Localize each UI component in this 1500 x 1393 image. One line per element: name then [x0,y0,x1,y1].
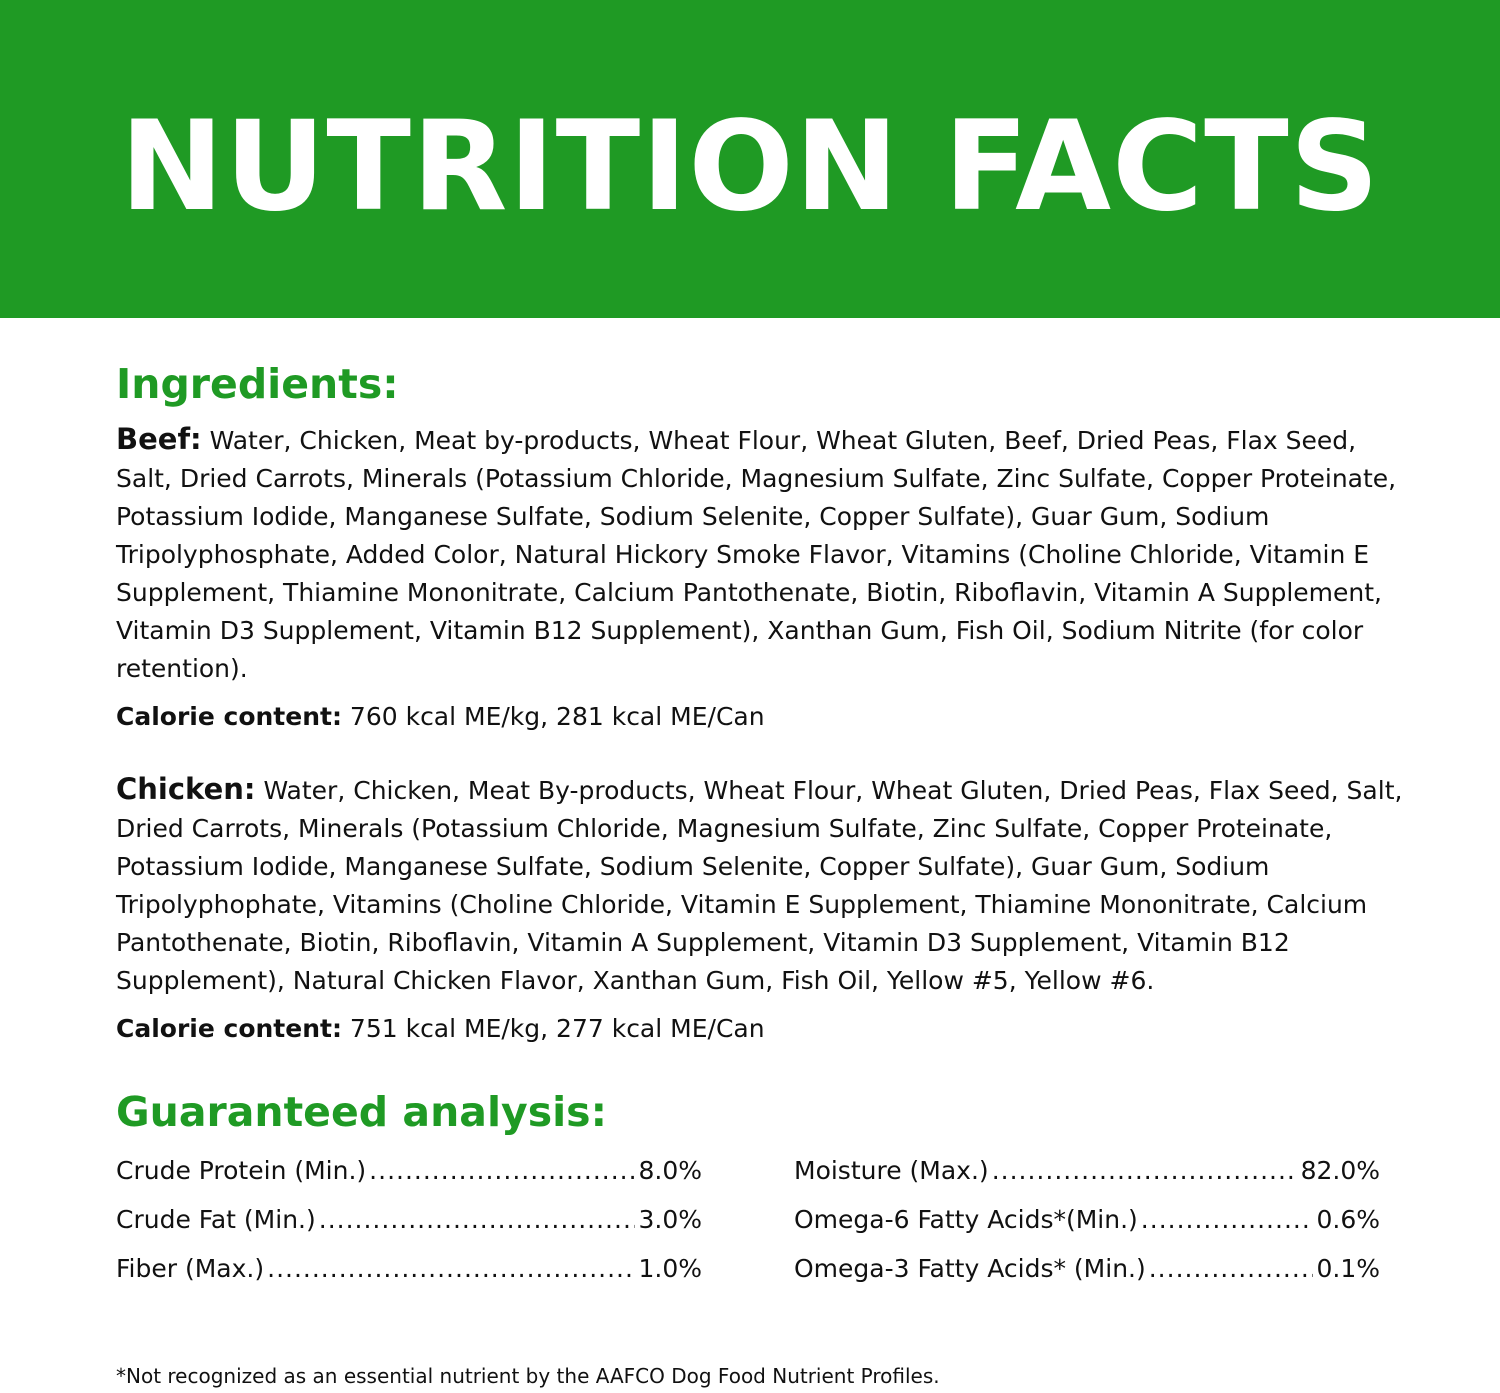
analysis-label: Moisture (Max.) [794,1156,989,1185]
analysis-row-omega-6 [794,1195,1380,1244]
chicken-calorie-content [116,1010,1406,1048]
analysis-value: 8.0% [638,1156,702,1185]
chicken-ingredients [116,770,1406,1000]
chicken-label: Chicken: [116,772,256,806]
header-banner [0,0,1500,318]
leader-dots [267,1244,635,1293]
analysis-row-fiber [116,1244,702,1293]
ingredients-heading: Ingredients: [116,360,399,408]
beef-ingredients [116,420,1406,688]
analysis-row-crude-fat [116,1195,702,1244]
analysis-column-right [794,1146,1380,1293]
analysis-value: 1.0% [638,1254,702,1283]
chicken-calorie-value: 751 kcal ME/kg, 277 kcal ME/Can [349,1014,765,1043]
leader-dots [1149,1244,1314,1293]
beef-calorie-label: Calorie content: [116,702,342,731]
analysis-label: Omega-6 Fatty Acids*(Min.) [794,1205,1138,1234]
beef-calorie-value: 760 kcal ME/kg, 281 kcal ME/Can [349,702,765,731]
analysis-column-left [116,1146,702,1293]
chicken-ingredient-list: Water, Chicken, Meat By-products, Wheat Flour, Wheat Gluten, Dried Peas, Flax Seed, Salt, Dried Carrots, Minerals (Potassium Chloride, Magnesium Sulfate, Zinc Sulfate, Copper Proteinate, Potassium Iodide, Manganese Sulfate, Sodium Selenite, Copper Sulfate), Guar Gum, Sodium Tripolyphophate, Vitamins (Choline Chloride, Vitamin E Supplement, Thiamine Mononitrate, Calcium Pantothenate, Biotin, Riboflavin, Vitamin A Supplement, Vitamin D3 Supplement, Vitamin B12 Supplement), Natural Chicken Flavor, Xanthan Gum, Fish Oil, Yellow #5, Yellow #6. [116,776,1403,995]
guaranteed-analysis-heading: Guaranteed analysis: [116,1088,607,1136]
analysis-label: Crude Fat (Min.) [116,1205,316,1234]
beef-ingredient-list: Water, Chicken, Meat by-products, Wheat Flour, Wheat Gluten, Beef, Dried Peas, Flax Seed, Salt, Dried Carrots, Minerals (Potassium Chloride, Magnesium Sulfate, Zinc Sulfate, Copper Proteinate, Potassium Iodide, Manganese Sulfate, Sodium Selenite, Copper Sulfate), Guar Gum, Sodium Tripolyphosphate, Added Color, Natural Hickory Smoke Flavor, Vitamins (Choline Chloride, Vitamin E Supplement, Thiamine Mononitrate, Calcium Pantothenate, Biotin, Riboflavin, Vitamin A Supplement, Vitamin D3 Supplement, Vitamin B12 Supplement), Xanthan Gum, Fish Oil, Sodium Nitrite (for color retention). [116,426,1397,683]
leader-dots [992,1146,1298,1195]
main-content [116,356,1406,1296]
analysis-row-crude-protein [116,1146,702,1195]
analysis-value: 0.1% [1316,1254,1380,1283]
analysis-label: Fiber (Max.) [116,1254,265,1283]
leader-dots [319,1195,636,1244]
analysis-label: Omega-3 Fatty Acids* (Min.) [794,1254,1146,1283]
analysis-value: 82.0% [1300,1156,1380,1185]
beef-calorie-content [116,698,1406,736]
leader-dots [369,1146,635,1195]
page-title: NUTRITION FACTS [119,95,1381,239]
analysis-label: Crude Protein (Min.) [116,1156,367,1185]
analysis-row-omega-3 [794,1244,1380,1293]
beef-label: Beef: [116,422,202,456]
leader-dots [1141,1195,1314,1244]
chicken-calorie-label: Calorie content: [116,1014,342,1043]
analysis-row-moisture [794,1146,1380,1195]
footnote: *Not recognized as an essential nutrient by the AAFCO Dog Food Nutrient Profiles. [116,1364,940,1388]
analysis-value: 0.6% [1316,1205,1380,1234]
guaranteed-analysis-table [116,1146,1406,1296]
analysis-value: 3.0% [638,1205,702,1234]
